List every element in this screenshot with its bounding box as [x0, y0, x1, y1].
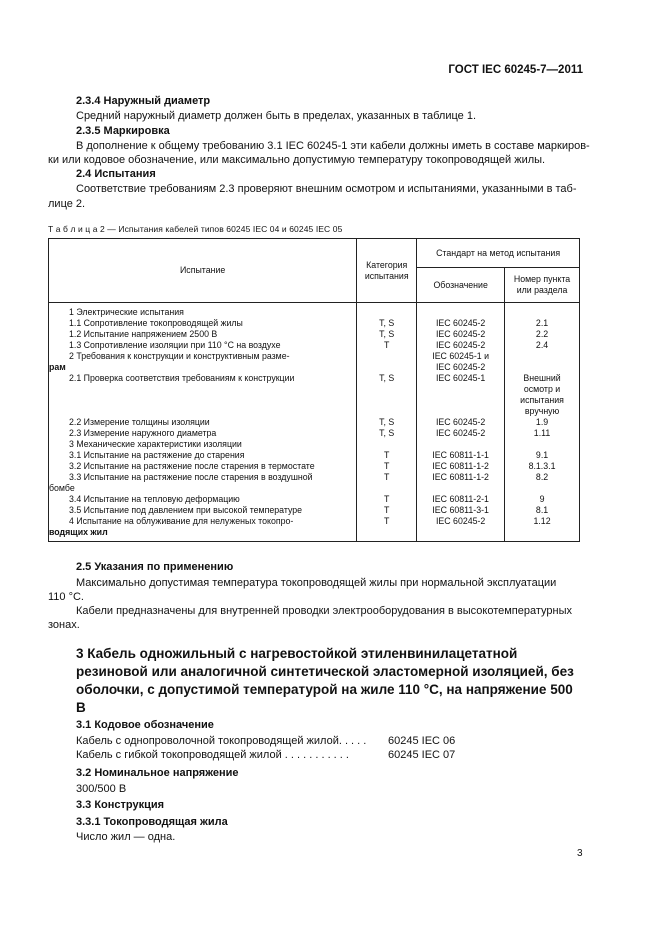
- cell-test: 2 Требования к конструкции и конструктивным разме-: [49, 351, 357, 362]
- table-row: [49, 483, 580, 494]
- cell-clause: 2.4: [505, 340, 580, 351]
- table-row: [49, 439, 580, 450]
- header-standard: Стандарт на метод испытания: [417, 239, 580, 268]
- cell-designation: IEC 60245-2: [417, 318, 505, 329]
- cell-designation: IEC 60245-2: [417, 362, 505, 373]
- table-row: [49, 505, 580, 516]
- section-text-2-3-5-line1: В дополнение к общему требованию 3.1 IEC 60245-1 эти кабели должны иметь в составе маркиров-: [76, 140, 590, 152]
- cell-designation: IEC 60245-2: [417, 428, 505, 439]
- cell-clause: 8.1.3.1: [505, 461, 580, 472]
- cell-clause: осмотр и: [505, 384, 580, 395]
- table-row: [49, 417, 580, 428]
- cell-clause: 1.9: [505, 417, 580, 428]
- cell-designation: [417, 303, 505, 319]
- cell-category: [357, 362, 417, 373]
- cell-clause: [505, 483, 580, 494]
- cell-clause: вручную: [505, 406, 580, 417]
- section-title-2-5: 2.5 Указания по применению: [76, 561, 234, 573]
- section-title-2-3-4: 2.3.4 Наружный диаметр: [76, 95, 211, 107]
- cell-category: T, S: [357, 373, 417, 384]
- table-row: [49, 362, 580, 373]
- cell-designation: [417, 483, 505, 494]
- cell-test: 2.2 Измерение толщины изоляции: [49, 417, 357, 428]
- section-text-2-3-4: Средний наружный диаметр должен быть в пределах, указанных в таблице 1.: [76, 110, 477, 122]
- cell-designation: IEC 60811-1-1: [417, 450, 505, 461]
- cell-category: T: [357, 505, 417, 516]
- section-2-5-p1-line1: Максимально допустимая температура токопроводящей жилы при нормальной эксплуатации: [76, 577, 557, 589]
- cell-designation: IEC 60245-1 и: [417, 351, 505, 362]
- cell-test: 1.2 Испытание напряжением 2500 В: [49, 329, 357, 340]
- cell-designation: [417, 406, 505, 417]
- table-row: [49, 384, 580, 395]
- header-test: Испытание: [49, 239, 357, 303]
- table-row: [49, 450, 580, 461]
- section-text-2-4-line1: Соответствие требованиям 2.3 проверяют внешним осмотром и испытаниями, указанными в таб-: [76, 183, 577, 195]
- cell-designation: IEC 60811-1-2: [417, 461, 505, 472]
- cell-test: [49, 384, 357, 395]
- cell-clause: [505, 351, 580, 362]
- cell-clause: 8.1: [505, 505, 580, 516]
- code-line-1-label: Кабель с однопроволочной токопроводящей жилой. . . . .: [76, 735, 367, 747]
- cell-test: 1.3 Сопротивление изоляции при 110 °С на воздухе: [49, 340, 357, 351]
- tests-table: [48, 238, 580, 542]
- cell-test: 1.1 Сопротивление токопроводящей жилы: [49, 318, 357, 329]
- section-title-2-3-5: 2.3.5 Маркировка: [76, 125, 170, 137]
- table-row: [49, 340, 580, 351]
- table-caption: Т а б л и ц а 2 — Испытания кабелей типов 60245 IEC 04 и 60245 IEC 05: [48, 224, 343, 234]
- cell-test: 3.3 Испытание на растяжение после старения в воздушной: [49, 472, 357, 483]
- cell-category: T: [357, 472, 417, 483]
- cell-category: T, S: [357, 417, 417, 428]
- table-row: [49, 461, 580, 472]
- cell-designation: IEC 60245-2: [417, 329, 505, 340]
- cell-clause: 2.2: [505, 329, 580, 340]
- cell-test: 2.3 Измерение наружного диаметра: [49, 428, 357, 439]
- cell-category: T: [357, 516, 417, 527]
- header-clause: Номер пункта или раздела: [505, 268, 580, 303]
- cell-category: [357, 351, 417, 362]
- table-row: [49, 303, 580, 319]
- cell-clause: 8.2: [505, 472, 580, 483]
- cell-designation: [417, 395, 505, 406]
- cell-designation: IEC 60245-2: [417, 417, 505, 428]
- page-number: 3: [577, 848, 583, 859]
- code-line-2-label: Кабель с гибкой токопроводящей жилой . . . . . . . . . . .: [76, 749, 349, 761]
- cell-category: [357, 483, 417, 494]
- cell-clause: испытания: [505, 395, 580, 406]
- section-title-3-2: 3.2 Номинальное напряжение: [76, 767, 239, 779]
- cell-category: [357, 384, 417, 395]
- section-text-3-3-1: Число жил — одна.: [76, 831, 176, 843]
- cell-test: рам: [49, 362, 357, 373]
- cell-clause: [505, 527, 580, 542]
- section-title-3-3-1: 3.3.1 Токопроводящая жила: [76, 816, 228, 828]
- section-title-3: 3 Кабель одножильный с нагревостойкой этиленвинилацетатной резиновой или аналогичной синтетической эластомерной изоляцией, без оболочки, с допустимой температурой на жиле 110 °С, на напряжение 500 В: [76, 646, 574, 715]
- cell-category: T, S: [357, 318, 417, 329]
- cell-test: 3.4 Испытание на тепловую деформацию: [49, 494, 357, 505]
- section-2-5-p1-line2: 110 °С.: [48, 591, 84, 603]
- cell-test: 3.2 Испытание на растяжение после старения в термостате: [49, 461, 357, 472]
- header-category: Категория испытания: [357, 239, 417, 303]
- cell-test: [49, 406, 357, 417]
- cell-test: водящих жил: [49, 527, 357, 542]
- section-text-2-3-5-line2: ки или кодовое обозначение, или максимально допустимую температуру токопроводящей жилы.: [48, 154, 546, 166]
- cell-clause: [505, 362, 580, 373]
- section-title-2-4: 2.4 Испытания: [76, 168, 156, 180]
- cell-category: T: [357, 450, 417, 461]
- code-line-1-value: 60245 IEC 06: [388, 735, 456, 747]
- table-row: [49, 373, 580, 384]
- section-2-5-p2-line1: Кабели предназначены для внутренней проводки электрооборудования в высокотемпературных: [76, 605, 573, 617]
- cell-category: T: [357, 461, 417, 472]
- table-row: [49, 329, 580, 340]
- cell-clause: 2.1: [505, 318, 580, 329]
- cell-test: 3.1 Испытание на растяжение до старения: [49, 450, 357, 461]
- cell-clause: 9: [505, 494, 580, 505]
- section-title-3-3: 3.3 Конструкция: [76, 799, 165, 811]
- cell-clause: Внешний: [505, 373, 580, 384]
- cell-test: бомбе: [49, 483, 357, 494]
- table-row: [49, 494, 580, 505]
- cell-designation: [417, 439, 505, 450]
- table-row: [49, 428, 580, 439]
- cell-category: [357, 406, 417, 417]
- cell-designation: IEC 60811-1-2: [417, 472, 505, 483]
- cell-category: T: [357, 340, 417, 351]
- cell-category: T, S: [357, 428, 417, 439]
- table-row: [49, 351, 580, 362]
- code-line-2-value: 60245 IEC 07: [388, 749, 456, 761]
- cell-clause: [505, 439, 580, 450]
- table-row: [49, 395, 580, 406]
- header-designation: Обозначение: [417, 268, 505, 303]
- cell-clause: 9.1: [505, 450, 580, 461]
- cell-category: [357, 303, 417, 319]
- cell-designation: [417, 527, 505, 542]
- section-text-3-2: 300/500 В: [76, 783, 127, 795]
- cell-test: 1 Электрические испытания: [49, 303, 357, 319]
- cell-category: T: [357, 494, 417, 505]
- cell-designation: IEC 60811-2-1: [417, 494, 505, 505]
- table-row: [49, 318, 580, 329]
- cell-test: [49, 395, 357, 406]
- table-row: [49, 527, 580, 542]
- cell-test: 2.1 Проверка соответствия требованиям к конструкции: [49, 373, 357, 384]
- cell-designation: IEC 60811-3-1: [417, 505, 505, 516]
- cell-test: 3.5 Испытание под давлением при высокой температуре: [49, 505, 357, 516]
- cell-designation: [417, 384, 505, 395]
- cell-category: T, S: [357, 329, 417, 340]
- document-id: ГОСТ IEC 60245-7—2011: [448, 64, 583, 76]
- table-row: [49, 406, 580, 417]
- cell-clause: 1.12: [505, 516, 580, 527]
- cell-designation: IEC 60245-2: [417, 516, 505, 527]
- cell-test: 3 Механические характеристики изоляции: [49, 439, 357, 450]
- table-row: [49, 516, 580, 527]
- cell-clause: [505, 303, 580, 319]
- table-row: [49, 472, 580, 483]
- cell-test: 4 Испытание на облуживание для нелуженых токопро-: [49, 516, 357, 527]
- cell-category: [357, 527, 417, 542]
- cell-category: [357, 439, 417, 450]
- section-text-2-4-line2: лице 2.: [48, 198, 86, 210]
- section-title-3-1: 3.1 Кодовое обозначение: [76, 719, 214, 731]
- cell-clause: 1.11: [505, 428, 580, 439]
- cell-category: [357, 395, 417, 406]
- cell-designation: IEC 60245-2: [417, 340, 505, 351]
- cell-designation: IEC 60245-1: [417, 373, 505, 384]
- section-2-5-p2-line2: зонах.: [48, 619, 80, 631]
